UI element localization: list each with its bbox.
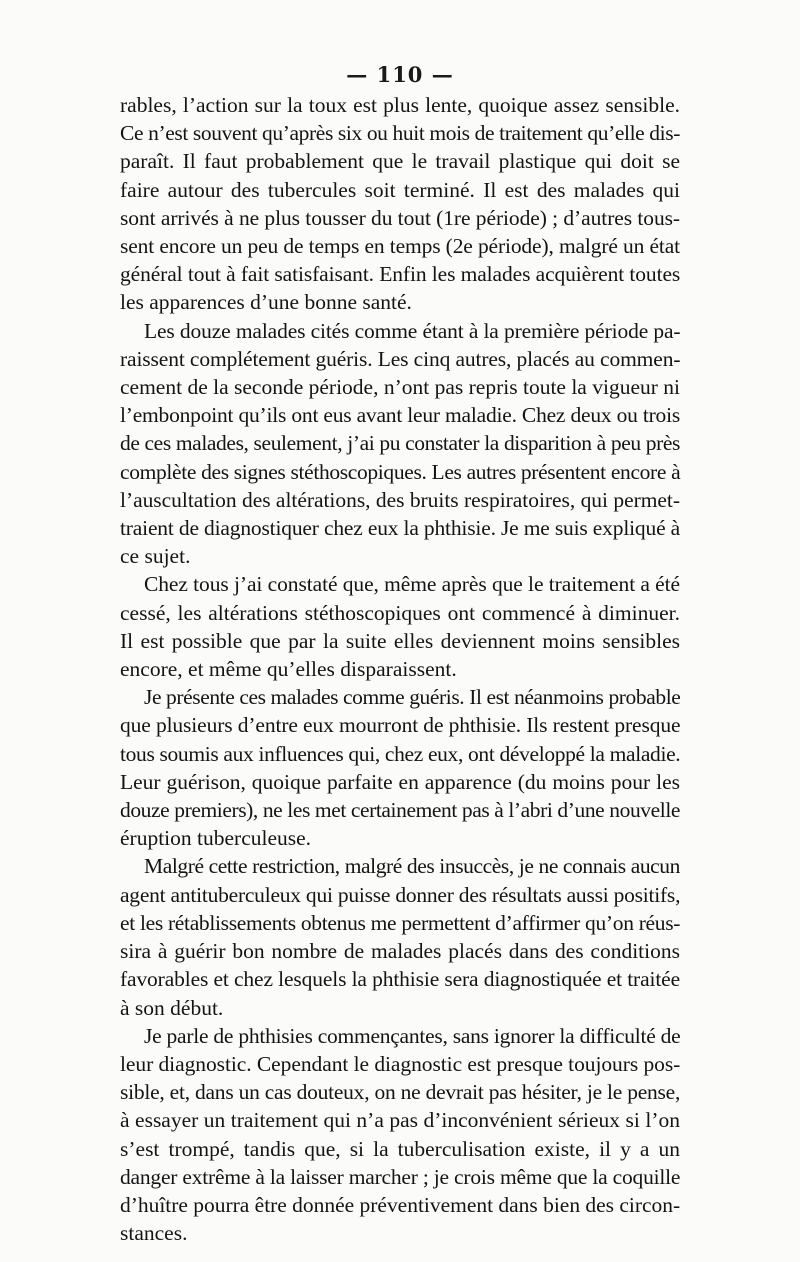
text-line: Je présente ces malades comme guéris. Il est néanmoins probable [144, 685, 681, 710]
text-line: Je parle de phthisies commençantes, sans ignorer la difficulté de [144, 1023, 681, 1048]
text-line: sont arrivés à ne plus tousser du tout (1re période) ; d’autres tous- [120, 205, 680, 230]
text-line: et les rétablissements obtenus me permettent d’affirmer qu’on réus- [120, 910, 681, 935]
text-line: stances. [120, 1221, 188, 1246]
text-line: sible, et, dans un cas douteux, on ne devrait pas hésiter, je le pense, [120, 1080, 681, 1105]
text-line: à son début. [120, 995, 224, 1020]
text-line: Il est possible que par la suite elles deviennent moins sensibles [120, 628, 680, 653]
text-line: danger extrême à la laisser marcher ; je crois même que la coquille [120, 1164, 681, 1189]
text-line: raissent complétement guéris. Les cinq autres, placés au commen- [120, 346, 681, 371]
page-number: — 110 — [346, 62, 454, 87]
text-line: leur diagnostic. Cependant le diagnostic est presque toujours pos- [120, 1051, 681, 1076]
text-line: encore, et même qu’elles disparaissent. [120, 657, 457, 682]
text-line: général tout à fait satisfaisant. Enfin les malades acquièrent toutes [120, 262, 681, 287]
text-line: éruption tuberculeuse. [120, 826, 312, 851]
text-line: rables, l’action sur la toux est plus lente, quoique assez sensible. [120, 93, 680, 117]
text-line: s’est trompé, tandis que, si la tuberculisation existe, il y a un [120, 1136, 680, 1161]
text-line: agent antituberculeux qui puisse donner des résultats aussi positifs, [120, 882, 681, 907]
text-line: Malgré cette restriction, malgré des insuccès, je ne connais aucun [144, 854, 680, 879]
text-line: sent encore un peu de temps en temps (2e période), malgré un état [120, 234, 680, 259]
text-line: sira à guérir bon nombre de malades placés dans des conditions [120, 939, 680, 964]
text-line: Leur guérison, quoique parfaite en apparence (du moins pour les [120, 769, 680, 794]
text-line: paraît. Il faut probablement que le travail plastique qui doit se [120, 149, 680, 174]
text-line: d’huître pourra être donnée préventivement dans bien des circon- [120, 1192, 681, 1217]
text-line: les apparences d’une bonne santé. [120, 290, 412, 315]
paragraph-2 [120, 317, 680, 571]
paragraph-6 [120, 1022, 680, 1248]
paragraph-4 [120, 683, 680, 852]
text-line: l’auscultation des altérations, des bruits respiratoires, qui permet- [120, 487, 680, 512]
body-text [120, 91, 680, 1247]
text-line: à essayer un traitement qui n’a pas d’inconvénient sérieux si l’on [120, 1108, 680, 1133]
text-line: tous soumis aux influences qui, chez eux, ont développé la maladie. [120, 741, 681, 766]
text-line: l’embonpoint qu’ils ont eus avant leur maladie. Chez deux ou trois [120, 403, 680, 428]
text-line: Ce n’est souvent qu’après six ou huit mois de traitement qu’elle dis- [120, 121, 680, 146]
paragraph-3 [120, 570, 680, 683]
text-line: cement de la seconde période, n’ont pas repris toute la vigueur ni [120, 375, 680, 400]
text-line: faire autour des tubercules soit terminé. Il est des malades qui [120, 177, 680, 202]
text-line: favorables et chez lesquels la phthisie sera diagnostiquée et traitée [120, 967, 680, 992]
paragraph-1 [120, 91, 680, 317]
paragraph-5 [120, 852, 680, 1021]
text-line: que plusieurs d’entre eux mourront de phthisie. Ils restent presque [120, 713, 681, 738]
text-line: Les douze malades cités comme étant à la première période pa- [144, 318, 681, 343]
text-line: traient de diagnostiquer chez eux la phthisie. Je me suis expliqué à [120, 516, 680, 541]
text-line: douze premiers), ne les met certainement pas à l’abri d’une nouvelle [120, 798, 681, 823]
text-line: complète des signes stéthoscopiques. Les autres présentent encore à [120, 459, 681, 484]
text-line: ce sujet. [120, 544, 191, 569]
text-line: Chez tous j’ai constaté que, même après que le traitement a été [144, 572, 680, 597]
text-line: cessé, les altérations stéthoscopiques ont commencé à diminuer. [120, 600, 680, 625]
text-line: de ces malades, seulement, j’ai pu constater la disparition à peu près [120, 431, 680, 456]
